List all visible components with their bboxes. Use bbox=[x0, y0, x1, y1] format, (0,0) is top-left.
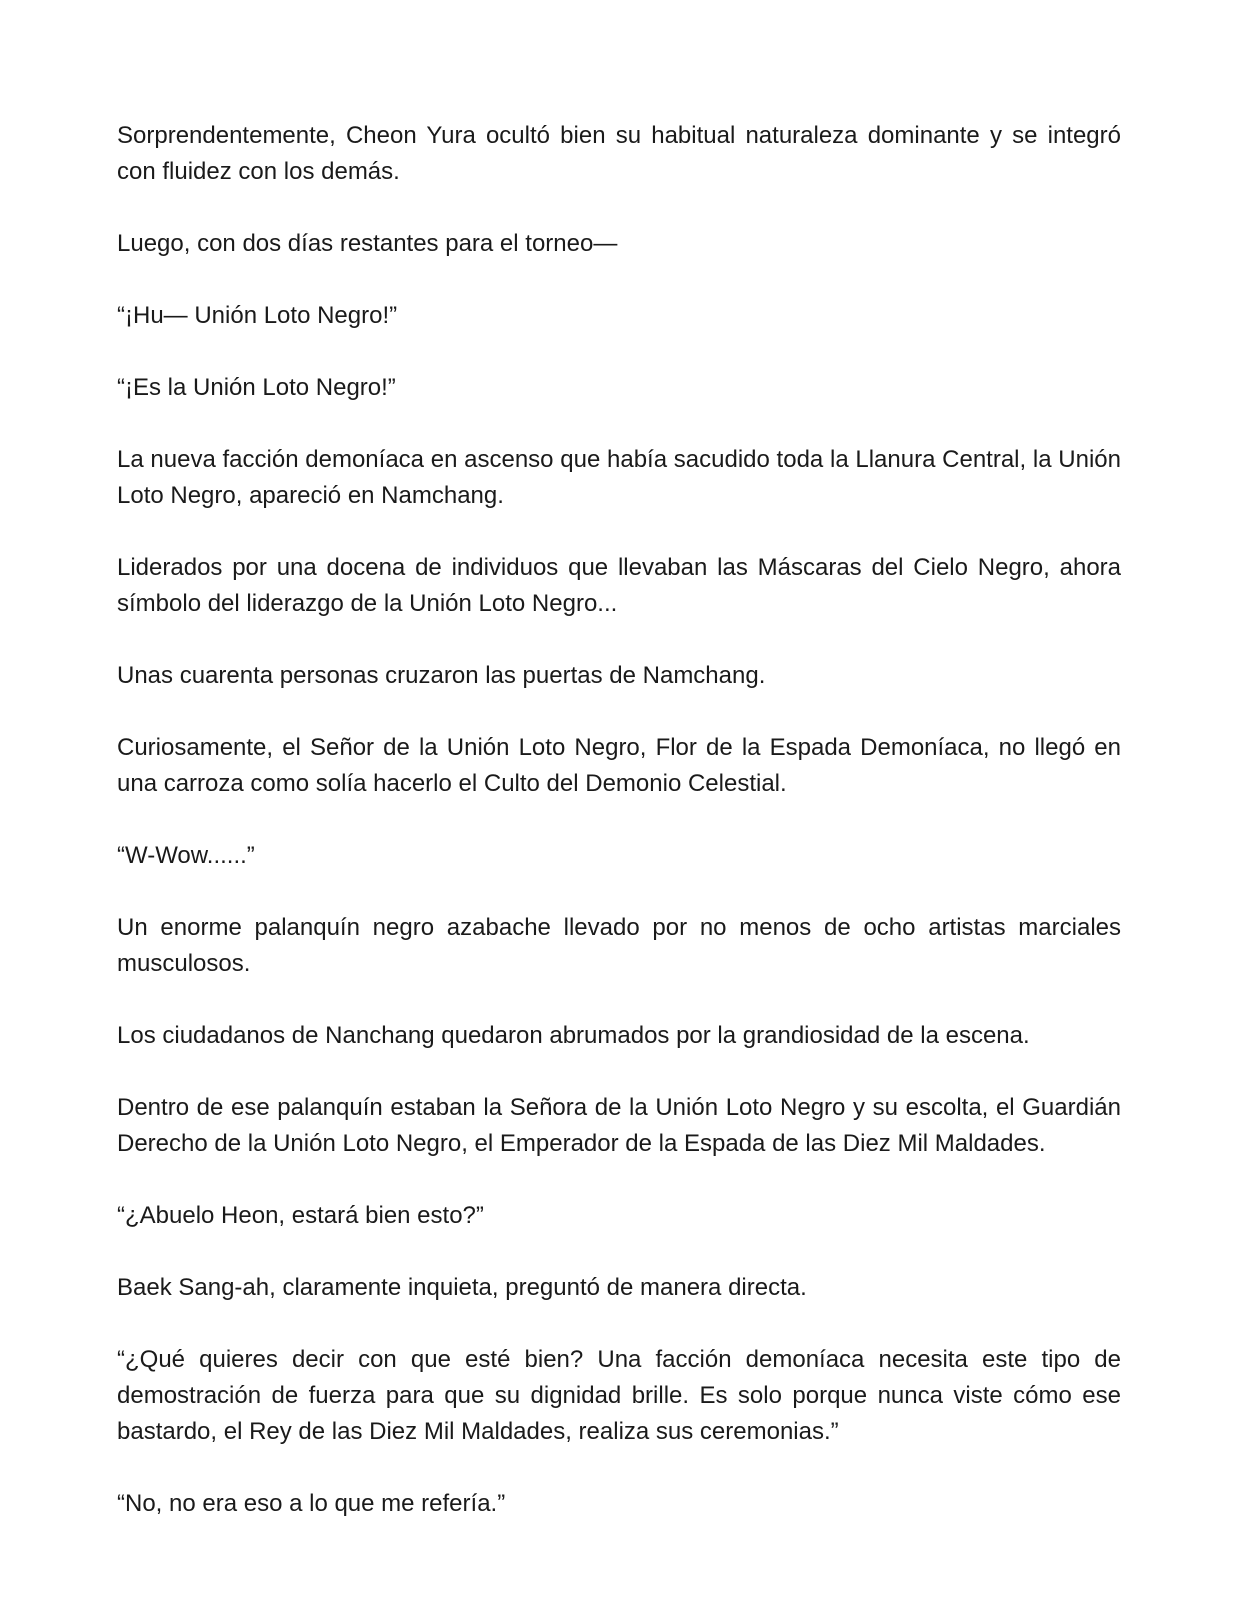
paragraph: Luego, con dos días restantes para el torneo— bbox=[117, 230, 618, 257]
paragraph: Dentro de ese palanquín estaban la Señora de la Unión Loto Negro y su escolta, el Guardián Derecho de la Unión Loto Negro, el Emperador de la Espada de las Diez Mil Maldades. bbox=[117, 1094, 1121, 1157]
paragraph: La nueva facción demoníaca en ascenso que había sacudido toda la Llanura Central, la Unión Loto Negro, apareció en Namchang. bbox=[117, 446, 1121, 509]
paragraph: “No, no era eso a lo que me refería.” bbox=[117, 1490, 506, 1517]
paragraph: “¡Es la Unión Loto Negro!” bbox=[117, 374, 396, 401]
paragraph: “¡Hu— Unión Loto Negro!” bbox=[117, 302, 398, 329]
paragraph: Curiosamente, el Señor de la Unión Loto Negro, Flor de la Espada Demoníaca, no llegó en una carroza como solía hacerlo el Culto del Demonio Celestial. bbox=[117, 734, 1121, 797]
paragraph: Liderados por una docena de individuos que llevaban las Máscaras del Cielo Negro, ahora símbolo del liderazgo de la Unión Loto Negro... bbox=[117, 554, 1121, 617]
paragraph: Baek Sang-ah, claramente inquieta, preguntó de manera directa. bbox=[117, 1274, 807, 1301]
paragraph: Unas cuarenta personas cruzaron las puertas de Namchang. bbox=[117, 662, 766, 689]
paragraph: Un enorme palanquín negro azabache llevado por no menos de ocho artistas marciales musculosos. bbox=[117, 914, 1121, 977]
paragraph: Sorprendentemente, Cheon Yura ocultó bien su habitual naturaleza dominante y se integró con fluidez con los demás. bbox=[117, 122, 1121, 185]
paragraph: “W-Wow......” bbox=[117, 842, 255, 869]
paragraph: “¿Abuelo Heon, estará bien esto?” bbox=[117, 1202, 484, 1229]
paragraph: Los ciudadanos de Nanchang quedaron abrumados por la grandiosidad de la escena. bbox=[117, 1022, 1030, 1049]
document-body bbox=[117, 118, 1121, 1522]
paragraph: “¿Qué quieres decir con que esté bien? Una facción demoníaca necesita este tipo de demostración de fuerza para que su dignidad brille. Es solo porque nunca viste cómo ese bastardo, el Rey de las Diez Mil Maldades, realiza sus ceremonias.” bbox=[117, 1346, 1121, 1445]
